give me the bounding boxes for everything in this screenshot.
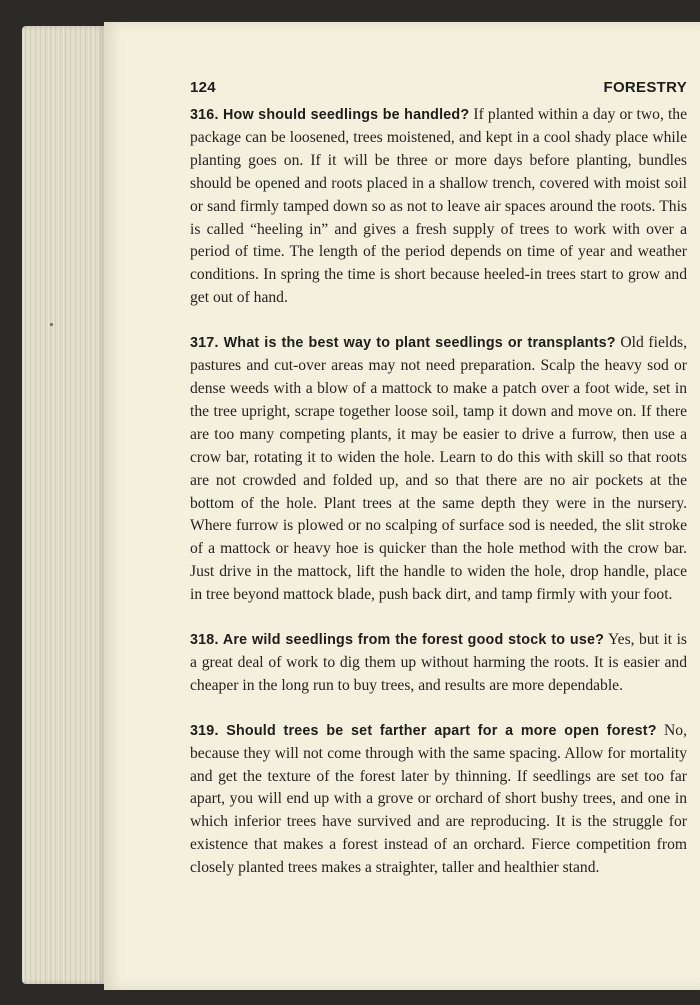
running-head [190,79,687,101]
question-317 [190,335,616,351]
qa-entry-318 [190,629,687,698]
qa-entry-317 [190,332,687,607]
question-number: 319. [190,722,219,739]
qa-entry-316 [190,104,687,310]
question-text: What is the best way to plant seedlings or transplants? [223,335,616,352]
question-text: Are wild seedlings from the forest good stock to use? [222,632,605,649]
answer-text: Old fields, pastures and cut-over areas may not need preparation. Scalp the heavy sod or dense weeds with a blow of a mattock to make a patch over a foot wide, set in the tree upright, scrape together loose soil, tamp it down and move on. If there are too many competing plants, it may be easier to drive a furrow, then use a crow bar, rotating it to widen the hole. Learn to do this with skill so that roots are not crowded and folded up, and so that there are no air pockets at the bottom of the hole. Plant trees at the same depth they were in the nursery. Where furrow is plowed or no scalping of surface sod is needed, the slit stroke of a mattock or heavy hoe is quicker than the hole method with the crow bar. Just drive in the mattock, lift the handle to widen the hole, drop handle, place in tree beyond mattock blade, push back dirt, and tamp firmly with your foot. [190,334,687,604]
question-text: How should seedlings be handled? [223,107,470,123]
question-number: 317. [190,335,219,352]
question-319 [190,723,657,739]
question-318 [190,632,604,648]
chapter-title: FORESTRY [603,79,687,96]
answer-text: Yes, but it is a great deal of work to dig them up without harming the roots. It is easier and cheaper in the long run to buy trees, and results are more dependable. [190,631,687,694]
ink-speck [50,323,53,326]
question-text: Should trees be set farther apart for a more open forest? [226,722,657,739]
page-number: 124 [190,79,216,96]
answer-text: If planted within a day or two, the package can be loosened, trees moistened, and kept in a cool shady place while planting goes on. If it will be three or more days before planting, bundles should be opened and roots placed in a shallow trench, covered with moist soil or sand firmly tamped down so as not to leave air spaces around the roots. This is called “heeling in” and gives a fresh supply of trees to work with over a period of time. The length of the period depends on time of year and weather conditions. In spring the time is short because heeled-in trees start to grow and get out of hand. [190,106,687,307]
body-text [190,104,687,902]
answer-text: No, because they will not come through with the same spacing. Allow for mortality and get the texture of the forest later by thinning. If seedlings are set too far apart, you will end up with a grove or orchard of short bushy trees, and one in which inferior trees have survived and are reproducing. It is the struggle for existence that makes a forest instead of an orchard. Fierce competition from closely planted trees makes a straighter, taller and healthier stand. [190,721,687,877]
question-number: 316. [190,107,219,123]
qa-entry-319 [190,720,687,880]
question-316 [190,107,469,123]
question-number: 318. [190,632,219,649]
page-edges [22,26,106,984]
